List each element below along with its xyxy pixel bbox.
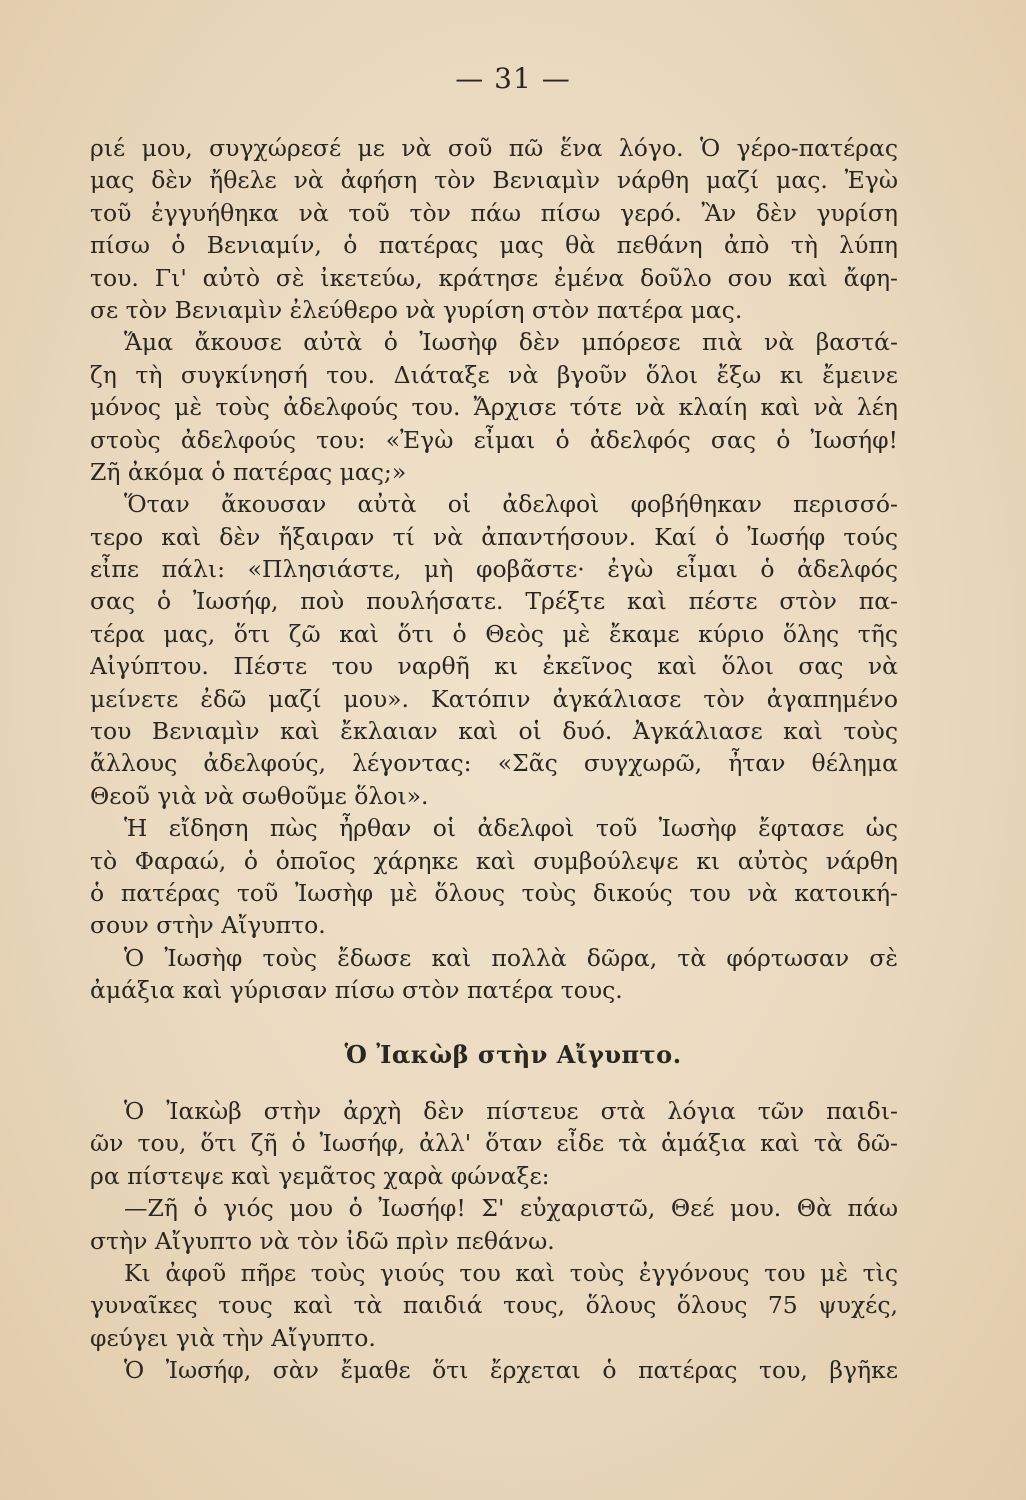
text-line: Αἰγύπτου. Πέστε του ναρθῆ κι ἐκεῖνος καὶ ὅλοι σας νὰ [90,652,898,681]
text-block-top [90,132,898,1007]
text-line: τερο καὶ δὲν ἤξαιραν τί νὰ ἀπαντήσουν. Καί ὁ Ἰωσήφ τούς [90,522,898,551]
text-line: Ὁ Ἰωσὴφ τοὺς ἔδωσε καὶ πολλὰ δῶρα, τὰ φόρτωσαν σὲ [124,943,898,972]
page-number: — 31 — [455,62,571,95]
text-line: τοῦ ἐγγυήθηκα νὰ τοῦ τὸν πάω πίσω γερό. Ἂν δὲν γυρίση [90,198,898,227]
text-line: στὴν Αἴγυπτο νὰ τὸν ἰδῶ πρὶν πεθάνω. [90,1226,555,1255]
text-line: στοὺς ἀδελφούς του: «Ἐγὼ εἶμαι ὁ ἀδελφός σας ὁ Ἰωσήφ! [90,425,898,454]
text-line: Κι ἀφοῦ πῆρε τοὺς γιούς του καὶ τοὺς ἐγγόνους του μὲ τὶς [124,1258,898,1287]
text-line: Ὅταν ἄκουσαν αὐτὰ οἱ ἀδελφοὶ φοβήθηκαν περισσό- [124,490,898,519]
text-line: τέρα μας, ὅτι ζῶ καὶ ὅτι ὁ Θεὸς μὲ ἔκαμε κύριο ὅλης τῆς [90,619,898,648]
text-line: του Βενιαμὶν καὶ ἔκλαιαν καὶ οἱ δυό. Ἀγκάλιασε καὶ τοὺς [90,717,898,746]
text-block-bottom [90,1095,898,1387]
text-line: πίσω ὁ Βενιαμίν, ὁ πατέρας μας θὰ πεθάνη ἀπὸ τὴ λύπη [90,231,898,260]
text-line: ζη τὴ συγκίνησή του. Διάταξε νὰ βγοῦν ὅλοι ἔξω κι ἔμεινε [90,360,898,389]
text-line: ῶν του, ὅτι ζῆ ὁ Ἰωσήφ, ἀλλ' ὅταν εἶδε τὰ ἁμάξια καὶ τὰ δῶ- [90,1129,898,1158]
text-line: Θεοῦ γιὰ νὰ σωθοῦμε ὅλοι». [90,781,429,810]
text-line: τὸ Φαραώ, ὁ ὁποῖος χάρηκε καὶ συμβούλεψε κι αὐτὸς νάρθη [90,846,898,875]
section-heading: Ὁ Ἰακὼβ στὴν Αἴγυπτο. [344,1040,682,1069]
text-line: Ζῆ ἀκόμα ὁ πατέρας μας;» [90,457,407,486]
text-line: μας δὲν ἤθελε νὰ ἀφήση τὸν Βενιαμὶν νάρθη μαζί μας. Ἐγὼ [90,166,898,195]
text-line: του. Γι' αὐτὸ σὲ ἰκετεύω, κράτησε ἐμένα δοῦλο σου καὶ ἄφη- [90,263,898,292]
text-line: μείνετε ἐδῶ μαζί μου». Κατόπιν ἀγκάλιασε τὸν ἀγαπημένο [90,684,898,713]
text-line: γυναῖκες τους καὶ τὰ παιδιά τους, ὅλους ὅλους 75 ψυχές, [90,1291,898,1320]
text-line: σουν στὴν Αἴγυπτο. [90,911,326,940]
text-line: ἄλλους ἀδελφούς, λέγοντας: «Σᾶς συγχωρῶ, ἦταν θέλημα [90,749,898,778]
text-line: ἀμάξια καὶ γύρισαν πίσω στὸν πατέρα τους. [90,976,623,1005]
text-line: μόνος μὲ τοὺς ἀδελφούς του. Ἄρχισε τότε νὰ κλαίη καὶ νὰ λέη [90,393,898,422]
text-line: Ἡ εἴδηση πὼς ἦρθαν οἱ ἀδελφοὶ τοῦ Ἰωσὴφ ἔφτασε ὡς [124,814,898,843]
text-line: ὁ πατέρας τοῦ Ἰωσὴφ μὲ ὅλους τοὺς δικούς του νὰ κατοική- [90,878,898,907]
text-line: φεύγει γιὰ τὴν Αἴγυπτο. [90,1323,376,1352]
text-line: εἶπε πάλι: «Πλησιάστε, μὴ φοβᾶστε· ἐγὼ εἶμαι ὁ ἀδελφός [90,555,898,584]
text-line: σας ὁ Ἰωσήφ, ποὺ πουλήσατε. Τρέξτε καὶ πέστε στὸν πα- [90,587,898,616]
text-line: ρα πίστεψε καὶ γεμᾶτος χαρὰ φώναξε: [90,1161,550,1190]
text-line: Ὁ Ἰακὼβ στὴν ἀρχὴ δὲν πίστευε στὰ λόγια τῶν παιδι- [124,1097,898,1125]
text-line: —Ζῆ ὁ γιός μου ὁ Ἰωσήφ! Σ' εὐχαριστῶ, Θεέ μου. Θὰ πάω [124,1194,898,1223]
text-line: ριέ μου, συγχώρεσέ με νὰ σοῦ πῶ ἕνα λόγο. Ὁ γέρο-πατέρας [90,134,898,162]
text-line: Ἅμα ἄκουσε αὐτὰ ὁ Ἰωσὴφ δὲν μπόρεσε πιὰ νὰ βαστά- [124,328,898,357]
text-line: σε τὸν Βενιαμὶν ἐλεύθερο νὰ γυρίση στὸν πατέρα μας. [90,295,743,324]
text-line: Ὁ Ἰωσήφ, σὰν ἔμαθε ὅτι ἔρχεται ὁ πατέρας του, βγῆκε [124,1356,898,1385]
